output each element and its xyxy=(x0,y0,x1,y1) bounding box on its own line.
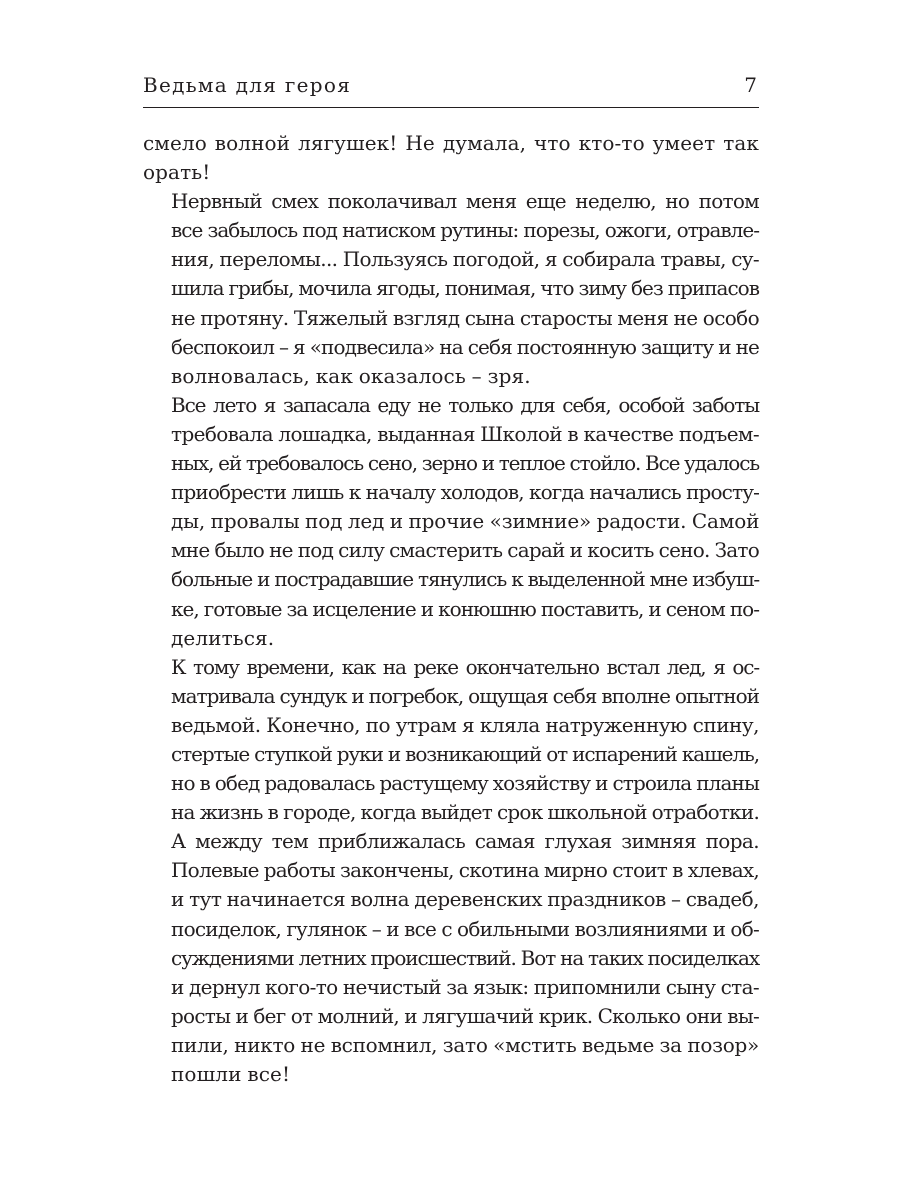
text-line: на жизнь в городе, когда выйдет срок школьной отработки. xyxy=(171,800,760,825)
text-line: матривала сундук и погребок, ощущая себя вполне опытной xyxy=(171,683,759,708)
text-line: посиделок, гулянок – и все с обильными возлияниями и об- xyxy=(171,916,759,941)
text-line: беспокоил – я «подвесила» на себя постоянную защиту и не xyxy=(171,334,759,359)
text-line: Все лето я запасала еду не только для себя, особой заботы xyxy=(171,392,759,417)
text-line: больные и пострадавшие тянулись к выделенной мне избуш- xyxy=(171,567,759,592)
text-line: не протяну. Тяжелый взгляд сына старосты меня не особо xyxy=(171,305,759,330)
text-line: шила грибы, мочила ягоды, понимая, что зиму без припасов xyxy=(171,276,759,301)
running-header xyxy=(143,70,759,100)
text-line: ке, готовые за исцеление и конюшню поставить, и сеном по- xyxy=(171,596,759,621)
text-line: смело волной лягушек! Не думала, что кто-то умеет так xyxy=(143,131,759,155)
text-line: стертые ступкой руки и возникающий от испарений кашель, xyxy=(171,741,759,766)
page-number: 7 xyxy=(744,73,757,97)
body-text xyxy=(143,129,759,1089)
running-title: Ведьма для героя xyxy=(143,73,352,97)
text-line: и дернул кого-то нечистый за язык: припомнили сыну ста- xyxy=(171,974,759,999)
text-line: ды, провалы под лед и прочие «зимние» радости. Самой xyxy=(171,509,760,534)
text-line: пошли все! xyxy=(171,1062,291,1086)
header-rule xyxy=(143,107,759,108)
text-line: А между тем приближалась самая глухая зимняя пора. xyxy=(171,829,759,854)
text-line: суждениями летних происшествий. Вот на таких посиделках xyxy=(171,945,759,970)
text-line: ведьмой. Конечно, по утрам я кляла натруженную спину, xyxy=(171,712,759,737)
text-line: волновалась, как оказалось – зря. xyxy=(171,363,531,388)
text-line: делиться. xyxy=(171,625,275,650)
paragraph xyxy=(143,391,759,653)
text-line: К тому времени, как на реке окончательно встал лед, я ос- xyxy=(171,654,759,679)
text-line: пили, никто не вспомнил, зато «мстить ведьме за позор» xyxy=(171,1032,759,1057)
text-line: но в обед радовалась растущему хозяйству и строила планы xyxy=(171,771,759,796)
text-line: требовала лошадка, выданная Школой в качестве подъем- xyxy=(171,421,759,446)
paragraph xyxy=(143,653,759,828)
text-line: орать! xyxy=(143,160,211,185)
paragraph xyxy=(143,827,759,1089)
text-line: ных, ей требовалось сено, зерно и теплое стойло. Все удалось xyxy=(171,451,759,476)
text-line: росты и бег от молний, и лягушачий крик. Сколько они вы- xyxy=(171,1003,759,1028)
paragraph xyxy=(143,187,759,391)
paragraph xyxy=(143,129,759,187)
text-line: приобрести лишь к началу холодов, когда начались просту- xyxy=(171,480,759,505)
text-line: ния, переломы... Пользуясь погодой, я собирала травы, су- xyxy=(171,247,759,272)
text-line: все забылось под натиском рутины: порезы, ожоги, отравле- xyxy=(171,218,759,243)
text-line: и тут начинается волна деревенских праздников – свадеб, xyxy=(171,887,759,912)
text-line: Полевые работы закончены, скотина мирно стоит в хлевах, xyxy=(171,858,759,883)
text-line: Нервный смех поколачивал меня еще неделю, но потом xyxy=(171,189,759,214)
text-line: мне было не под силу смастерить сарай и косить сено. Зато xyxy=(171,538,759,563)
